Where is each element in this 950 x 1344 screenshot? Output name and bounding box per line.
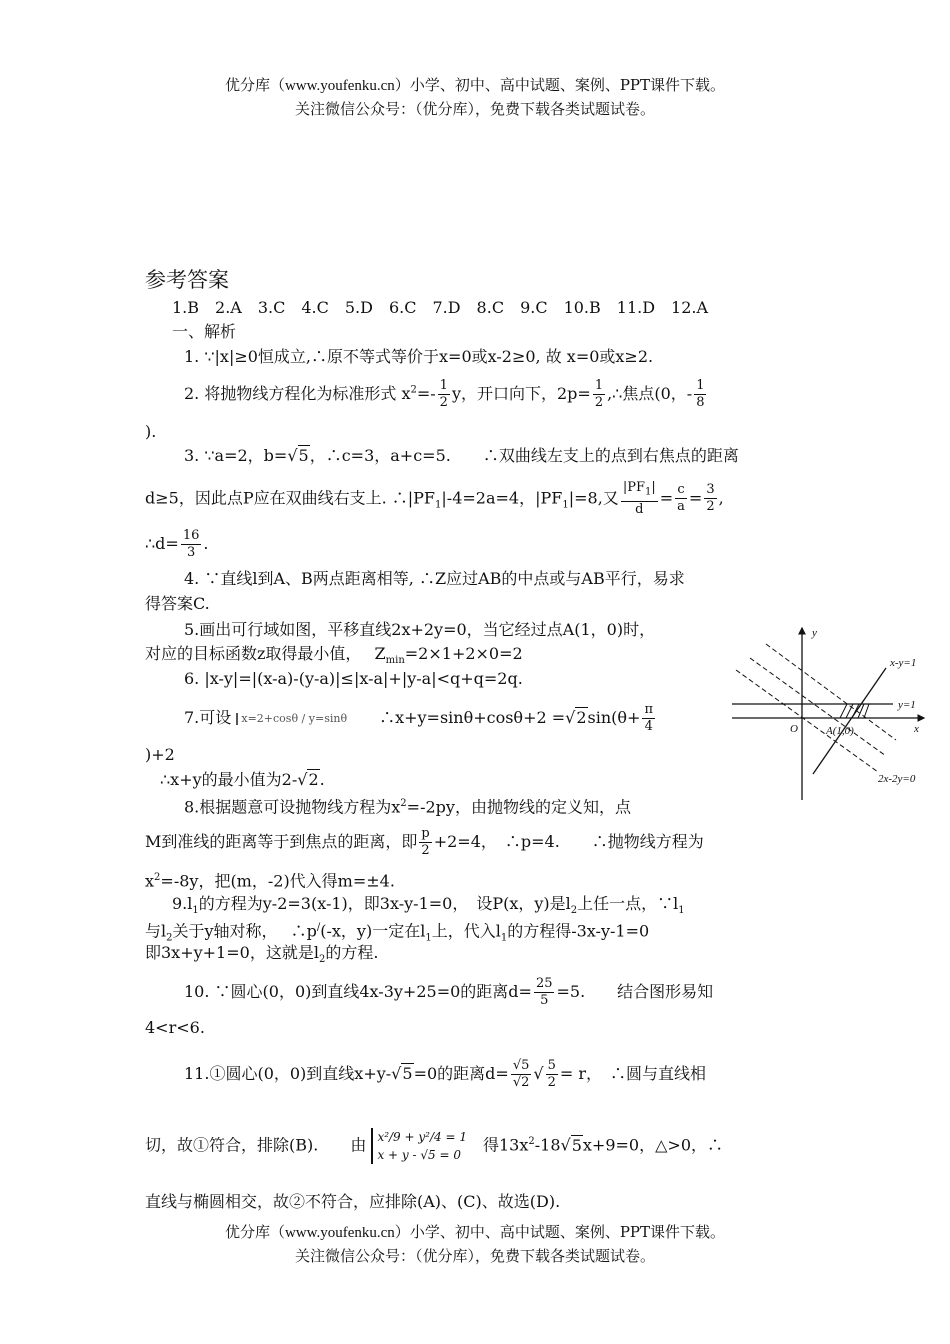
fraction: $\frac{1}{8}$: [696, 378, 705, 410]
fraction: $\frac{3}{2}$: [706, 482, 715, 515]
answer-key: 1.B 2.A 3.C 4.C 5.D 6.C 7.D 8.C 9.C 10.B 11.D 12.A: [172, 298, 709, 317]
sqrt: √5: [391, 1064, 413, 1083]
page-title: 参考答案: [145, 268, 229, 292]
footer-line-1: [0, 1221, 950, 1244]
q6-solution: 6. |x-y|=|(x-a)-(y-a)|≤|x-a|+|y-a|<q+q=2q.: [184, 669, 523, 688]
point-a-label: A(1,0): [826, 725, 854, 737]
shaded-region: [840, 704, 869, 718]
header-text: 小学、初中、高中试题、案例、PPT课件下载。: [409, 76, 726, 94]
q11-line-3: 直线与椭圆相交，故②不符合，应排除(A)、(C)、故选(D).: [145, 1192, 561, 1211]
header-site: 优分库（www.youfenku.cn）: [224, 78, 410, 94]
q11-line-1: 11.①圆心(0，0)到直线x+y-√5=0的距离d= $\frac{√5}{√2}$ √ $\frac{5}{2}$ = r， ∴圆与直线相: [184, 1058, 707, 1090]
q3-line-2: d≥5，因此点P应在双曲线右支上. $\therefore|PF_1|-4=2a=4$，$|PF_1|=8$,又 $\frac{|PF_1|}{d}$ = $\frac{c}{a}$ = $\frac{3}{2}$ ,: [145, 480, 724, 517]
q9-line-2: 与$l_2$关于y轴对称， ∴p/(-x，y)一定在$l_1$上，代入$l_1$的方程得-3x-y-1=0: [145, 921, 650, 944]
fraction: $\frac{1}{2}$: [439, 378, 448, 410]
q8-line-1: 8.根据题意可设抛物线方程为$x^2=-2py$，由抛物线的定义知，点: [184, 797, 631, 817]
footer-line-2: 关注微信公众号：（优分库），免费下载各类试题试卷。: [294, 1247, 655, 1265]
fraction: $\frac{\pi}{4}$: [644, 702, 654, 734]
fraction: $\frac{c}{a}$: [677, 482, 685, 515]
q9-line-1: $9.l_1$的方程为y-2=3(x-1)，即3x-y-1=0， 设P(x，y)是$l_2$上任一点，$\because l_1$: [172, 894, 685, 917]
q10-line-1: 10. ∵圆心(0，0)到直线4x-3y+25=0的距离d= $\frac{25}{5}$ =5. 结合图形易知: [184, 976, 714, 1008]
line-x-minus-y-equals-1: [813, 668, 886, 774]
label-x-minus-y: x-y=1: [890, 657, 917, 669]
y-axis-label: y: [812, 627, 817, 639]
q1-solution: 1. ∵|x|≥0恒成立,∴原不等式等价于x=0或x-2≥0, 故 x=0或x≥2.: [184, 347, 654, 366]
sqrt-fraction: √ $\frac{5}{2}$: [533, 1058, 556, 1090]
q3-line-3: ∴d= $\frac{16}{3}$ .: [145, 528, 209, 560]
q10-line-2: 4<r<6.: [145, 1018, 205, 1037]
fraction: $\frac{16}{3}$: [182, 528, 200, 560]
equation-system: x²/9 + y²/4 = 1 x + y - √5 = 0: [371, 1128, 467, 1164]
q7-line-1: 7.可设 x=2+cosθ / y=sinθ ∴x+y=sinθ+cosθ+2 =√2sin(θ+ $\frac{\pi}{4}$: [184, 702, 654, 734]
section-heading: 一、解析: [172, 322, 237, 341]
sqrt: √5: [560, 1135, 582, 1155]
fraction: $\frac{1}{2}$: [594, 378, 604, 410]
fraction: $\frac{25}{5}$: [535, 976, 553, 1008]
q7-line-2: )+2: [145, 745, 175, 764]
dashed-line-1: [736, 670, 878, 772]
sqrt: √5: [287, 446, 309, 465]
q4-line-1: 4. ∵直线l到A、B两点距离相等, ∴Z应过AB的中点或与AB平行，易求: [184, 569, 685, 588]
q5-line-2: 对应的目标函数z取得最小值， $Z_{min}=2\times 1+2\times 0=2$: [145, 644, 523, 667]
q8-line-3: $x^2=-8y$，把(m，-2)代入得m=±4.: [145, 871, 395, 891]
q8-line-2: M到准线的距离等于到焦点的距离，即 $\frac{p}{2}$ +2=4， ∴p=4. ∴抛物线方程为: [145, 826, 704, 858]
q2-solution: 2. 将抛物线方程化为标准形式 $x^2=-$ $\frac{1}{2}$ y，开口向下，2p= $\frac{1}{2}$ ,∴焦点(0，- $\frac{1}{8}$: [184, 378, 705, 410]
x-axis-label: x: [914, 723, 919, 735]
dashed-line-2: [750, 658, 886, 756]
q11-line-2: 切，故①符合，排除(B). 由 x²/9 + y²/4 = 1 x + y - √5 = 0 得$13x^2-18√5x+9=0$，△>0，∴: [145, 1130, 723, 1162]
q2-tail: ).: [145, 422, 157, 441]
fraction: $\frac{p}{2}$: [421, 826, 430, 858]
fraction: $\frac{√5}{√2}$: [512, 1058, 530, 1090]
q3-line-1: 3. ∵a=2，b=√5，∴c=3，a+c=5. ∴双曲线左支上的点到右焦点的距离: [184, 446, 739, 465]
origin-label: O: [790, 723, 798, 735]
fraction: $\frac{|PF_1|}{d}$: [622, 480, 656, 517]
q7-line-3: ∴x+y的最小值为2-√2.: [160, 770, 325, 789]
header-line-2: 关注微信公众号：（优分库），免费下载各类试题试卷。: [294, 100, 655, 118]
label-2x-2y: 2x-2y=0: [878, 773, 916, 785]
header-line-1: [0, 74, 950, 97]
footer-site: 优分库（www.youfenku.cn）: [224, 1225, 410, 1241]
feasible-region-graph: [728, 622, 928, 802]
q9-line-3: 即3x+y+1=0，这就是$l_2$的方程.: [145, 943, 379, 966]
label-y-equals-1: y=1: [898, 699, 916, 711]
q5-line-1: 5.画出可行域如图，平移直线2x+2y=0，当它经过点A(1，0)时，: [184, 620, 656, 639]
parametric-system: x=2+cosθ / y=sinθ: [236, 713, 347, 725]
sqrt: √2: [565, 708, 587, 727]
q4-line-2: 得答案C.: [145, 594, 210, 613]
sqrt: √2: [297, 770, 319, 789]
footer-text: 小学、初中、高中试题、案例、PPT课件下载。: [409, 1223, 726, 1241]
